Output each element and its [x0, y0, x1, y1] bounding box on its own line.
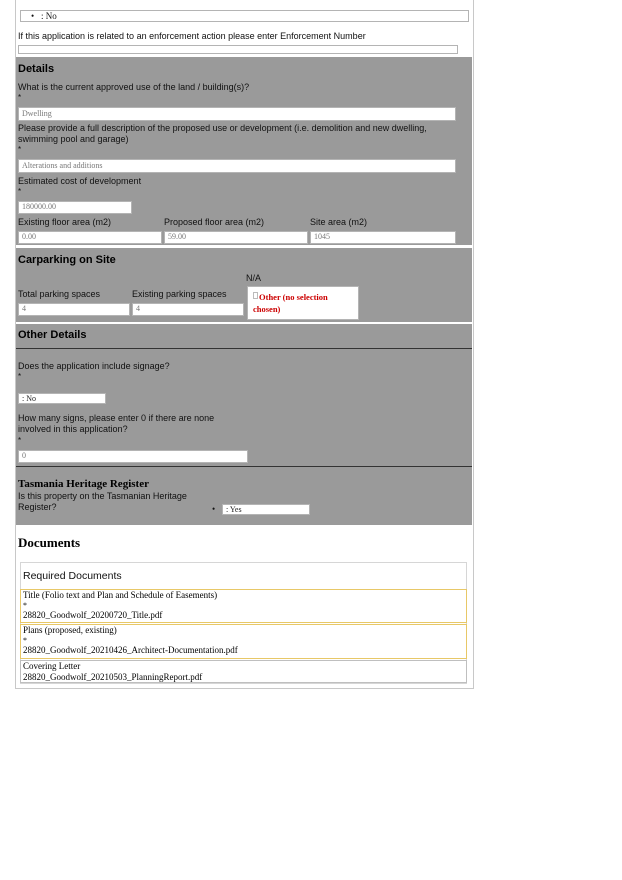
details-heading: Details — [18, 63, 55, 75]
signs-count-required-mark: * — [18, 436, 22, 445]
document-title-label: Title (Folio text and Plan and Schedule of Easements) — [23, 590, 218, 600]
document-title-required-mark: * — [23, 601, 27, 610]
carparking-na-label: N/A — [246, 273, 262, 283]
current-use-required-mark: * — [18, 93, 22, 102]
heritage-heading: Tasmania Heritage Register — [18, 478, 149, 490]
document-covering-letter-file[interactable]: 28820_Goodwolf_20210503_PlanningReport.pdf — [23, 672, 203, 682]
existing-parking-input[interactable]: 4 — [132, 303, 244, 316]
site-area-label: Site area (m2) — [310, 217, 368, 227]
application-form-page — [15, 0, 474, 689]
current-use-input[interactable]: Dwelling — [18, 107, 456, 121]
signage-select[interactable]: : No — [18, 393, 106, 404]
description-required-mark: * — [18, 145, 22, 154]
required-documents-heading: Required Documents — [23, 570, 122, 582]
top-list-box — [20, 10, 469, 22]
proposed-floor-input[interactable]: 59.00 — [164, 231, 308, 244]
enforcement-number-input[interactable] — [18, 45, 458, 54]
heritage-bullet: • — [212, 504, 216, 514]
document-row-plans[interactable] — [20, 624, 467, 659]
total-parking-label: Total parking spaces — [18, 289, 101, 299]
total-parking-input[interactable]: 4 — [18, 303, 130, 316]
existing-floor-input[interactable]: 0.00 — [18, 231, 162, 244]
description-input[interactable]: Alterations and additions — [18, 159, 456, 173]
existing-parking-label: Existing parking spaces — [132, 289, 227, 299]
carparking-heading: Carparking on Site — [18, 254, 116, 266]
existing-floor-label: Existing floor area (m2) — [18, 217, 112, 227]
document-plans-file[interactable]: 28820_Goodwolf_20210426_Architect-Documentation.pdf — [23, 645, 238, 655]
other-details-panel — [16, 324, 472, 466]
documents-heading: Documents — [18, 535, 81, 550]
description-label: Please provide a full description of the proposed use or development (i.e. demolition and new dwelling, swimming pool and garage) — [18, 123, 427, 144]
site-area-input[interactable]: 1045 — [310, 231, 456, 244]
heritage-select[interactable]: : Yes — [222, 504, 310, 515]
top-list-value: : No — [41, 11, 57, 21]
heritage-panel — [16, 466, 472, 525]
details-panel — [16, 57, 472, 245]
enforcement-label: If this application is related to an enforcement action please enter Enforcement Number — [18, 31, 366, 41]
other-no-selection-text: Other (no selection chosen) — [253, 292, 328, 314]
cost-label: Estimated cost of development — [18, 176, 142, 186]
top-list-bullet: • — [31, 11, 35, 21]
signage-required-mark: * — [18, 372, 22, 381]
signs-count-label: How many signs, please enter 0 if there are none involved in this application? — [18, 413, 215, 434]
document-plans-label: Plans (proposed, existing) — [23, 625, 117, 635]
cost-required-mark: * — [18, 187, 22, 196]
other-details-heading: Other Details — [18, 329, 87, 341]
signage-label: Does the application include signage? — [18, 361, 170, 371]
carparking-panel — [16, 248, 472, 322]
document-title-file[interactable]: 28820_Goodwolf_20200720_Title.pdf — [23, 610, 163, 620]
document-covering-letter-label: Covering Letter — [23, 661, 81, 671]
signs-count-input[interactable]: 0 — [18, 450, 248, 463]
document-plans-required-mark: * — [23, 636, 27, 645]
proposed-floor-label: Proposed floor area (m2) — [164, 217, 265, 227]
other-selection-box[interactable] — [247, 286, 359, 320]
current-use-label: What is the current approved use of the land / building(s)? — [18, 82, 250, 92]
document-row-covering-letter[interactable] — [20, 660, 467, 683]
other-details-divider — [16, 348, 472, 349]
heritage-question: Is this property on the Tasmanian Heritage Register? — [18, 491, 187, 512]
document-row-title[interactable] — [20, 589, 467, 623]
cost-input[interactable]: 180000.00 — [18, 201, 132, 214]
